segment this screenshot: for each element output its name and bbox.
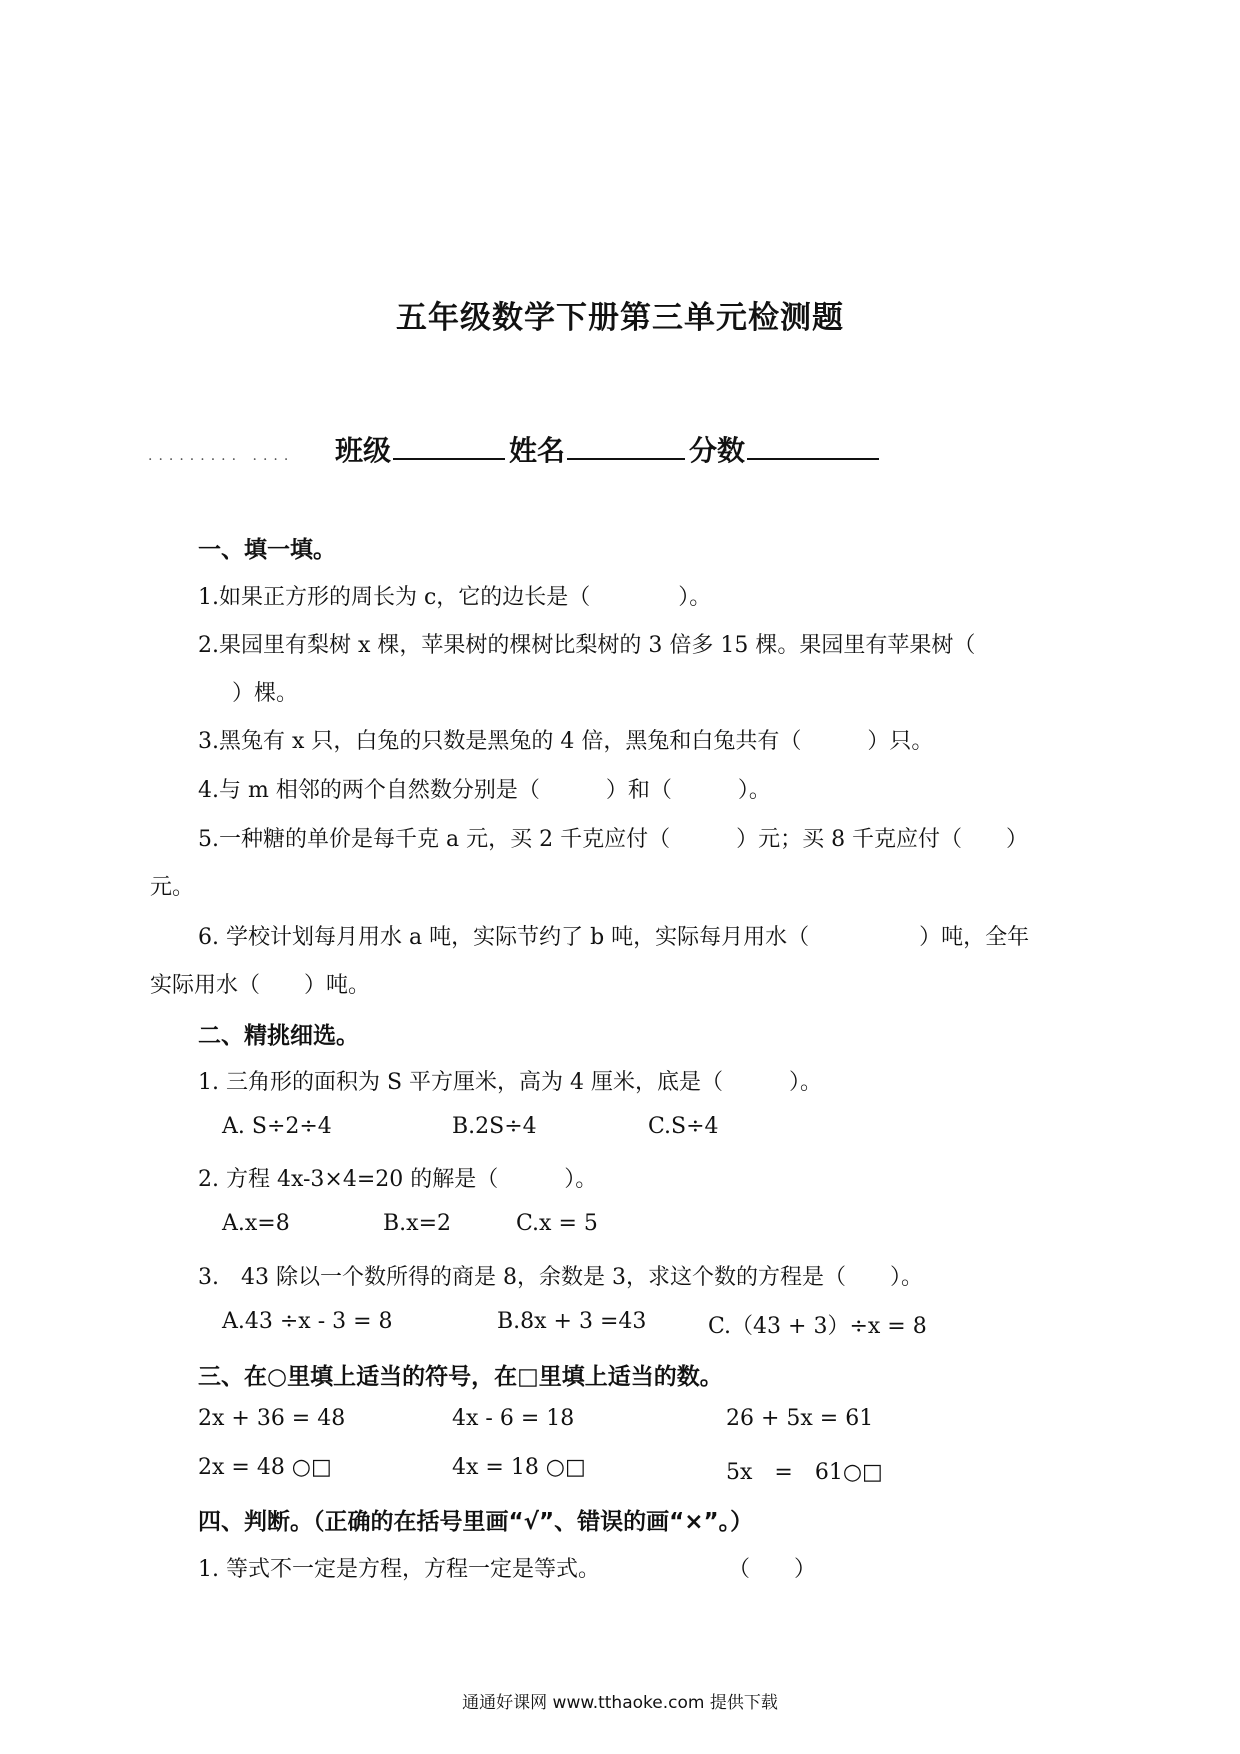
judgement-question-1: 1. 等式不一定是方程，方程一定是等式。 — [198, 1557, 600, 1582]
score-blank[interactable] — [747, 428, 879, 460]
name-blank[interactable] — [567, 428, 685, 460]
question-2-2-option-c: C.x = 5 — [516, 1211, 598, 1236]
question-1-3: 3.黑兔有 x 只，白兔的只数是黑兔的 4 倍，黑兔和白兔共有（ ）只。 — [198, 729, 934, 754]
question-2-3-option-b: B.8x + 3 =43 — [497, 1309, 647, 1334]
section-1-heading: 一、填一填。 — [198, 537, 336, 563]
name-label: 姓名 — [509, 434, 566, 467]
question-1-4: 4.与 m 相邻的两个自然数分别是（ ）和（ ）。 — [198, 778, 771, 803]
class-label: 班级 — [335, 434, 392, 467]
section-4-heading: 四、判断。（正确的在括号里画“√”、错误的画“×”。） — [198, 1509, 754, 1535]
question-2-1: 1. 三角形的面积为 S 平方厘米，高为 4 厘米，底是（ ）。 — [198, 1070, 823, 1095]
question-1-5-cont: 元。 — [150, 875, 195, 900]
equation-2-step: 4x = 18 ○□ — [452, 1455, 586, 1480]
question-2-3-option-c: C.（43 + 3）÷x = 8 — [708, 1314, 927, 1339]
question-2-3-option-a: A.43 ÷x - 3 = 8 — [222, 1309, 393, 1334]
equation-3-step: 5x = 61○□ — [726, 1460, 883, 1485]
equation-1-step: 2x = 48 ○□ — [198, 1455, 332, 1480]
question-1-1: 1.如果正方形的周长为 c，它的边长是（ ）。 — [198, 585, 712, 610]
question-2-1-option-a: A. S÷2÷4 — [222, 1114, 332, 1139]
question-2-3: 3. 43 除以一个数所得的商是 8，余数是 3，求这个数的方程是（ ）。 — [198, 1265, 923, 1290]
student-info-line — [335, 428, 883, 469]
score-label: 分数 — [689, 434, 746, 467]
question-2-2: 2. 方程 4x-3×4=20 的解是（ ）。 — [198, 1167, 598, 1192]
question-2-1-option-b: B.2S÷4 — [452, 1114, 537, 1139]
equation-1: 2x + 36 = 48 — [198, 1406, 346, 1431]
judgement-answer-paren: （ ） — [728, 1557, 817, 1582]
question-2-2-option-b: B.x=2 — [383, 1211, 451, 1236]
question-1-2-cont: ）棵。 — [232, 681, 299, 706]
section-2-heading: 二、精挑细选。 — [198, 1023, 359, 1049]
page-title: 五年级数学下册第三单元检测题 — [396, 300, 844, 336]
question-1-5: 5.一种糖的单价是每千克 a 元，买 2 千克应付（ ）元；买 8 千克应付（ ） — [198, 827, 1029, 852]
equation-3: 26 + 5x = 61 — [726, 1406, 874, 1431]
question-1-2: 2.果园里有梨树 x 棵，苹果树的棵树比梨树的 3 倍多 15 棵。果园里有苹果树（ — [198, 633, 976, 658]
question-2-2-option-a: A.x=8 — [222, 1211, 290, 1236]
dotted-leader: ········· ···· — [148, 452, 295, 468]
section-3-heading: 三、在○里填上适当的符号，在□里填上适当的数。 — [198, 1364, 723, 1390]
footer-credit: 通通好课网 www.tthaoke.com 提供下载 — [462, 1693, 778, 1713]
question-1-6: 6. 学校计划每月用水 a 吨，实际节约了 b 吨，实际每月用水（ ）吨，全年 — [198, 925, 1030, 950]
question-2-1-option-c: C.S÷4 — [648, 1114, 719, 1139]
equation-2: 4x - 6 = 18 — [452, 1406, 575, 1431]
question-1-6-cont: 实际用水（ ）吨。 — [150, 973, 371, 998]
class-blank[interactable] — [393, 428, 505, 460]
